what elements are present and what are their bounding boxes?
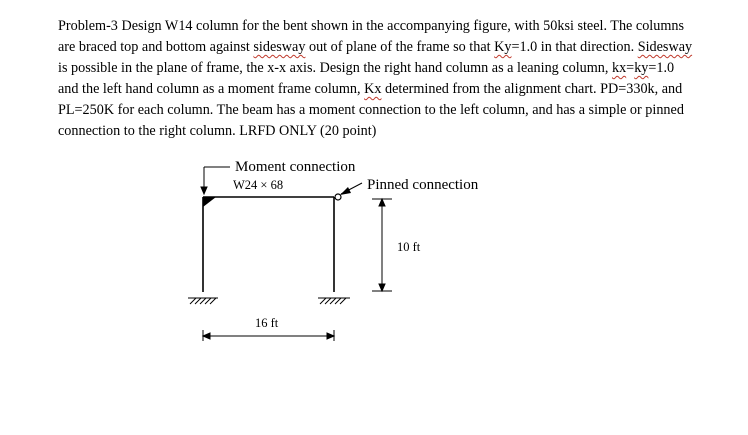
height-dimension-label: 10 ft — [397, 240, 421, 254]
pinned-connection-icon — [335, 183, 362, 200]
problem-text: out of plane of the frame so that — [305, 39, 495, 55]
right-support-hatch — [318, 298, 350, 304]
problem-text: = — [626, 60, 635, 76]
span-dimension-line — [203, 330, 334, 341]
problem-text: determined from the alignment chart. PD=330k, and PL=250K for each column. The beam has a moment connection to the left column, and has a simple or pinned connection to the right column. LRFD ONLY (20 point) — [58, 81, 684, 139]
problem-text: is possible in the plane of frame, the x-x axis. Design the right hand column as a leaning column, — [58, 60, 612, 76]
height-dimension-line — [372, 199, 392, 291]
left-support-hatch — [188, 298, 218, 304]
moment-connection-leader — [201, 167, 230, 194]
pinned-connection-label: Pinned connection — [367, 177, 479, 193]
beam-section-label: W24 × 68 — [233, 178, 284, 192]
frame — [203, 197, 334, 292]
problem-text-flagged: Sidesway — [637, 39, 693, 55]
problem-text: Problem-3 Design W14 column for the bent shown in the accompanying figure, with 50ksi steel. The columns are braced top and bottom against — [58, 18, 684, 55]
problem-text-flagged: sidesway — [253, 39, 306, 55]
span-dimension-label: 16 ft — [255, 316, 279, 330]
problem-text: =1.0 and the left hand column as a moment frame column, — [58, 60, 675, 97]
problem-text-flagged: Ky — [494, 39, 512, 55]
problem-text: =1.0 in that direction. — [511, 39, 638, 55]
problem-text-flagged: kx — [611, 60, 627, 76]
moment-connection-icon — [203, 197, 216, 207]
problem-text-flagged: Kx — [364, 81, 382, 97]
moment-connection-label: Moment connection — [235, 159, 356, 175]
problem-text-flagged: ky — [634, 60, 649, 76]
